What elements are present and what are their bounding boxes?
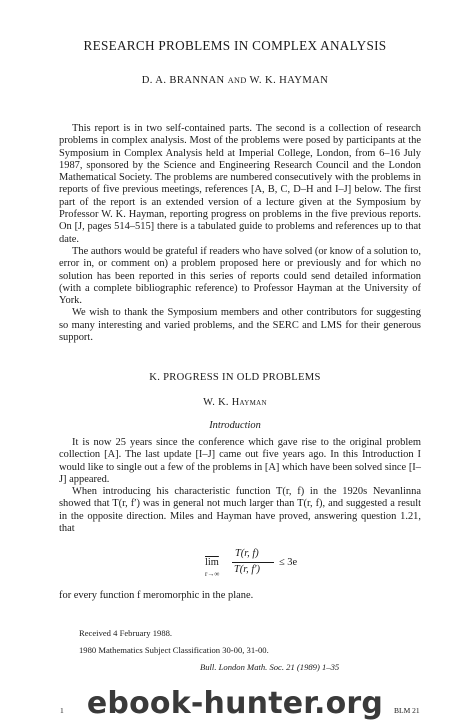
section-paragraph-1: It is now 25 years since the conference which gave rise to the original problem collection [A]. The last update [I–J] came out five years ago. In this Introduction I would like to single out a few of the problems in [A] which have been solved since [I–J] appeared. xyxy=(59,437,421,485)
section-author xyxy=(0,397,470,408)
footnote-received: Received 4 February 1988. xyxy=(79,628,173,638)
footnote-classification: 1980 Mathematics Subject Classification 30-00, 31-00. xyxy=(79,645,269,655)
formula-lim: $\overline{lim}$ xyxy=(205,557,219,568)
section-text xyxy=(59,437,421,535)
intro-paragraph-3: We wish to thank the Symposium members and other contributors for suggesting so many interesting and varied problems, and the SERC and LMS for their generous support. xyxy=(59,307,421,344)
watermark-logo: ebook-hunter.org xyxy=(86,686,384,721)
after-formula-text: for every function f meromorphic in the plane. xyxy=(59,590,254,601)
author-2: W. K. HAYMAN xyxy=(249,75,329,86)
formula-denominator: T(r, f′) xyxy=(234,564,260,575)
formula-numerator: T(r, f) xyxy=(235,548,259,559)
section-title: K. PROGRESS IN OLD PROBLEMS xyxy=(149,372,321,383)
author-separator: AND xyxy=(227,76,247,85)
paper-title: RESEARCH PROBLEMS IN COMPLEX ANALYSIS xyxy=(83,38,387,53)
formula-rhs: ≤ 3e xyxy=(279,557,298,568)
paper-authors xyxy=(0,75,470,86)
section-author-initials: W. K. xyxy=(203,397,229,408)
intro-text xyxy=(59,123,421,344)
signature-mark: BLM 21 xyxy=(394,706,420,715)
intro-paragraph-1: This report is in two self-contained parts. The second is a collection of research problems in complex analysis. Most of the problems were posed by participants at the Symposium in Complex Analysis held at Imperial College, London, from 6–16 July 1987, sponsored by the Science and Engineering Research Council and the London Mathematical Society. The problems are numbered consecutively with the problems in reports of five previous meetings, references [A, B, C, D–H and I–J] below. The first part of the report is an extended version of a lecture given at the Symposium by Professor W. K. Hayman, reporting progress on problems in the five previous reports. On [J, pages 514–515] there is a tabulated guide to problems and references up to that date. xyxy=(59,123,421,245)
section-paragraph-2: When introducing his characteristic function T(r, f) in the 1920s Nevanlinna showed that T(r, f′) was in general not much larger than T(r, f), and suggested a result in the opposite direction. Miles and Hayman have proved, answering question 1.21, that xyxy=(59,486,421,535)
intro-paragraph-2: The authors would be grateful if readers who have solved (or know of a solution to, error in, or comment on) a problem proposed here or previously and for which no solution has been reported in this series of reports could send detailed information (with a complete bibliographic reference) to Professor Hayman at the University of York. xyxy=(59,245,421,307)
page-number: 1 xyxy=(60,706,64,715)
limit-formula xyxy=(205,548,335,582)
formula-subscript: r→∞ xyxy=(205,570,220,578)
footnote-journal: Bull. London Math. Soc. 21 (1989) 1–35 xyxy=(200,662,340,672)
section-subheading: Introduction xyxy=(209,420,261,431)
section-author-surname: Hayman xyxy=(231,397,267,408)
author-1: D. A. BRANNAN xyxy=(141,75,225,86)
fraction-bar xyxy=(232,562,274,563)
